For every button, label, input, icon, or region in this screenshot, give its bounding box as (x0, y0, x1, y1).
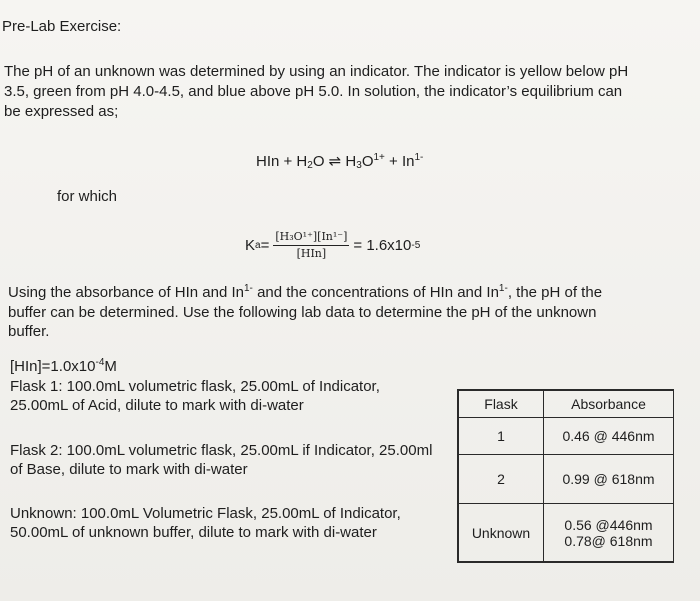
using-line-1: Using the absorbance of HIn and $In^{1-}$ and the concentrations of HIn and $In^{1-}$, the pH of the (8, 283, 603, 301)
cell-flask: Unknown (459, 504, 544, 561)
table-row (459, 504, 673, 561)
table-row (459, 455, 673, 504)
ka-denominator: [HIn] (296, 247, 327, 260)
unknown-line-2: 50.00mL of unknown buffer, dilute to mark with di-water (10, 524, 377, 541)
flask1-line-2: 25.00mL of Acid, dilute to mark with di-water (10, 397, 304, 414)
for-which-label: for which (57, 188, 118, 205)
table-row (459, 418, 673, 455)
table-header-row (459, 391, 673, 418)
ka-expression: K a = $\frac{\text{[H₃O¹⁺][In¹⁻]}}{\text{[HIn]}}$ = 1.6x10 -5 (245, 230, 421, 260)
flask2-line-1: Flask 2: 100.0mL volumetric flask, 25.00mL if Indicator, 25.00ml (10, 442, 433, 459)
hin-concentration: $[HIn]=1.0x10^{-4}M$ (10, 357, 117, 375)
intro-line-2: 3.5, green from pH 4.0-4.5, and blue above pH 5.0. In solution, the indicator’s equilibrium can (4, 83, 623, 100)
unknown-line-1: Unknown: 100.0mL Volumetric Flask, 25.00mL of Indicator, (10, 505, 401, 522)
header-flask: Flask (459, 391, 544, 417)
intro-line-3: be expressed as; (4, 103, 119, 120)
flask2-line-2: of Base, dilute to mark with di-water (10, 461, 248, 478)
equilibrium-equation: HIn + $H_2O$ ⇌ $H_3O^{1+} + In^{1-}$ (256, 152, 424, 171)
cell-flask: 1 (459, 418, 544, 454)
using-line-3: buffer. (8, 323, 50, 340)
absorbance-table (457, 389, 674, 563)
header-absorbance: Absorbance (571, 396, 646, 412)
intro-line-1: The pH of an unknown was determined by using an indicator. The indicator is yellow below pH (4, 63, 629, 80)
cell-absorbance: 0.46 @ 446nm (562, 428, 655, 444)
ka-value: = 1.6x10 (353, 237, 412, 254)
ka-numerator: [H₃O¹⁺][In¹⁻] (273, 230, 349, 246)
using-line-2: buffer can be determined. Use the following lab data to determine the pH of the unknown (8, 304, 597, 321)
cell-absorbance: 0.56 @446nm 0.78@ 618nm (564, 516, 653, 549)
cell-flask: 2 (459, 455, 544, 503)
flask1-line-1: Flask 1: 100.0mL volumetric flask, 25.00mL of Indicator, (10, 378, 380, 395)
page-title: Pre-Lab Exercise: (2, 18, 122, 35)
ka-fraction (273, 230, 349, 261)
cell-absorbance: 0.99 @ 618nm (562, 471, 655, 487)
